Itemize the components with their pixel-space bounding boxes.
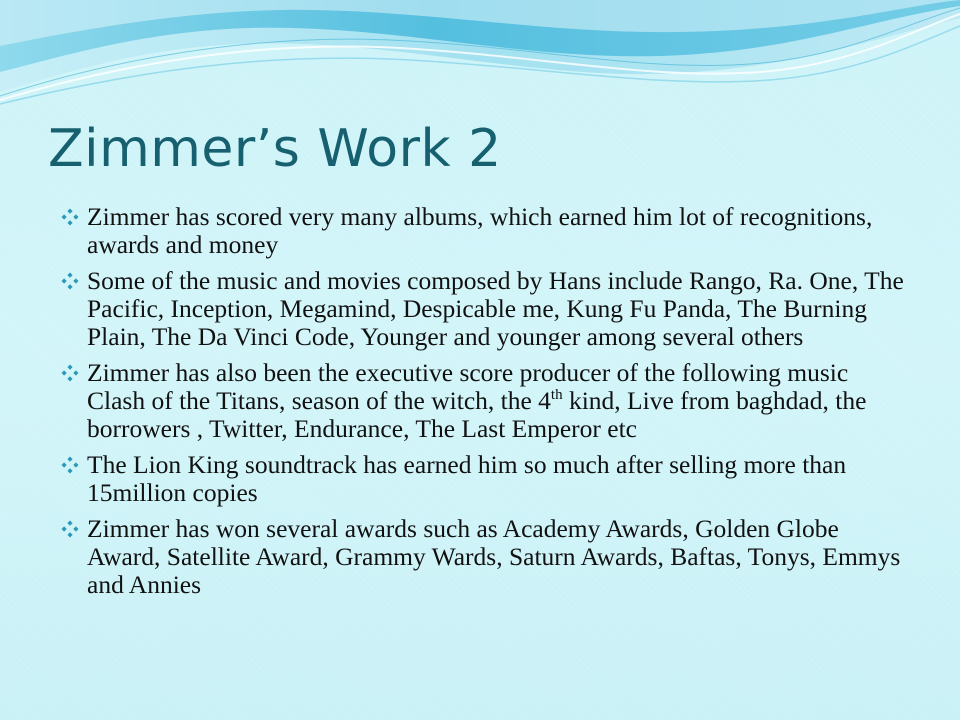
bullet-item bbox=[60, 359, 910, 443]
four-diamond-icon bbox=[61, 364, 79, 382]
bullet-text: Some of the music and movies composed by Hans include Rango, Ra. One, The Pacific, Inception, Megamind, Despicable me, Kung Fu Panda, The Burning Plain, The Da Vinci Code, Younger and younger among several others bbox=[87, 266, 904, 351]
ordinal-superscript: th bbox=[550, 387, 563, 403]
four-diamond-icon bbox=[61, 520, 79, 538]
four-diamond-icon bbox=[61, 456, 79, 474]
header-wave-decoration bbox=[0, 0, 960, 110]
bullet-item bbox=[60, 203, 910, 259]
bullet-text: Zimmer has also been the executive score producer of the following music Clash of the Titans, season of the witch, the 4 bbox=[87, 358, 849, 415]
bullet-list bbox=[60, 203, 910, 607]
bullet-text: Zimmer has scored very many albums, which earned him lot of recognitions, awards and money bbox=[87, 202, 873, 259]
bullet-text-continued: kind, Live from baghdad, the borrowers , Twitter, Endurance, The Last Emperor etc bbox=[87, 386, 867, 443]
bullet-item bbox=[60, 515, 910, 599]
four-diamond-icon bbox=[61, 208, 79, 226]
bullet-item bbox=[60, 267, 910, 351]
slide-title: Zimmer’s Work 2 bbox=[48, 119, 502, 179]
four-diamond-icon bbox=[61, 272, 79, 290]
bullet-text: The Lion King soundtrack has earned him so much after selling more than 15million copies bbox=[87, 450, 847, 507]
bullet-item bbox=[60, 451, 910, 507]
bullet-text: Zimmer has won several awards such as Academy Awards, Golden Globe Award, Satellite Award, Grammy Wards, Saturn Awards, Baftas, Tonys, Emmys and Annies bbox=[87, 514, 901, 599]
